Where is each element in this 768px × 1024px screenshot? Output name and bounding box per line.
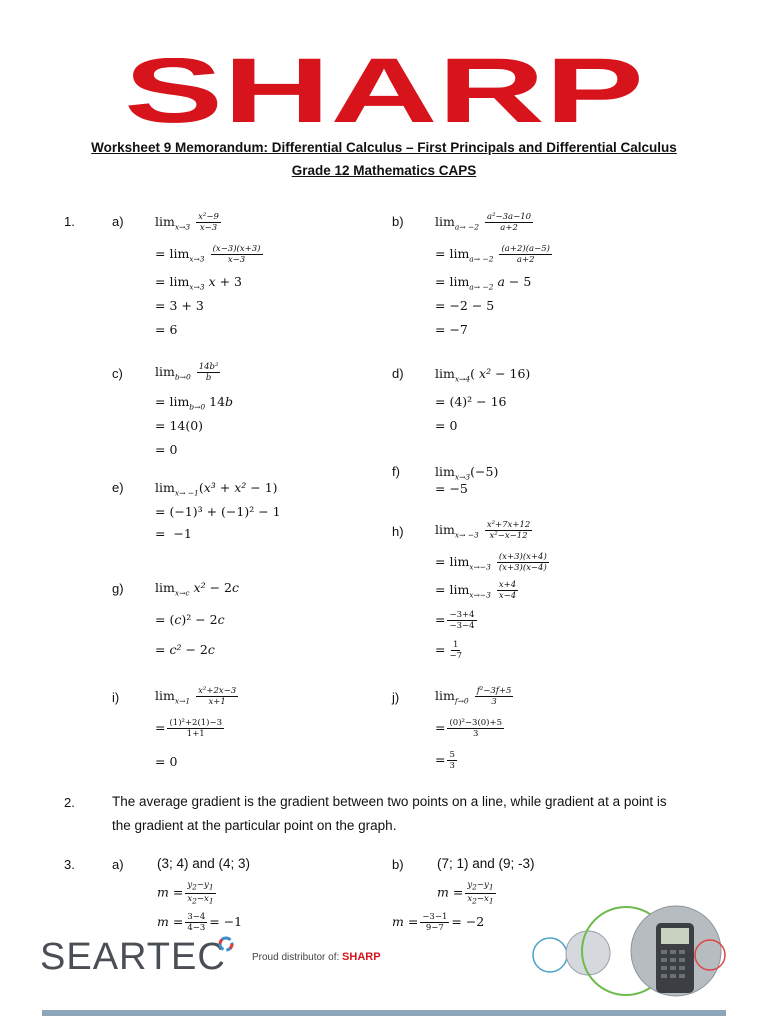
answer-line-1: The average gradient is the gradient between two points on a line, while gradient at a point is xyxy=(112,794,667,809)
math-3b-2: m = $\frac{-3-1}{9-7}$ = −2 xyxy=(392,912,485,933)
math-j-2: = $\frac{\text{(0)²−3(0)+5}}{3}$ xyxy=(435,718,503,739)
seartec-logo: SEARTEC xyxy=(40,936,226,978)
answer-line-2: the gradient at the particular point on the graph. xyxy=(112,818,397,833)
distributor-prefix: Proud distributor of: xyxy=(252,952,340,963)
part-label-h: h) xyxy=(392,524,404,539)
sharp-logo-text: SHARP xyxy=(124,58,644,126)
math-a-1: $\lim_{x\to 3}$ $\frac{\text{x²−9}}{x-3}$ xyxy=(155,212,219,233)
math-i-2: = $\frac{\text{(1)²+2(1)−3}}{1+1}$ xyxy=(155,718,223,739)
math-a-4: = 3 + 3 xyxy=(155,298,204,313)
math-j-3: = $\frac{5}{3}$ xyxy=(435,750,455,771)
page-subtitle: Grade 12 Mathematics CAPS xyxy=(291,163,477,178)
part-label-f: f) xyxy=(392,464,400,479)
math-d-2: = (4)² − 16 xyxy=(435,394,507,409)
math-a-3: = $\lim_{x\to 3} x + 3$ xyxy=(155,274,242,292)
math-g-1: $\lim_{x\to c} x^2 - 2c$ xyxy=(155,580,240,598)
math-c-2: = $\lim_{b\to 0} 14b$ xyxy=(155,394,234,412)
part-label-b: b) xyxy=(392,214,404,229)
seartec-logo-icon xyxy=(218,936,234,952)
math-f-1: $\lim_{x\to 3}(-5)$ xyxy=(435,464,499,482)
math-h-4: = $\frac{-3+4}{-3-4}$ xyxy=(435,610,475,631)
math-3a-1: m = $\frac{y_2-y_1}{x_2-x_1}$ xyxy=(157,880,214,906)
answer-text xyxy=(112,790,712,838)
math-c-4: = 0 xyxy=(155,442,178,457)
math-b-1: $\lim_{a\to -2}$ $\frac{\text{a²−3a−10}}{a+2}$ xyxy=(435,212,532,233)
points-3a: (3; 4) and (4; 3) xyxy=(157,856,251,871)
math-a-5: = 6 xyxy=(155,322,178,337)
math-b-5: = −7 xyxy=(435,322,468,337)
math-d-1: $\lim_{x\to 4}$( x² − 16) xyxy=(435,366,531,384)
math-j-1: $\lim_{f\to 0}$ $\frac{\text{f²−3f+5}}{3}$ xyxy=(435,686,512,707)
part-label-e: e) xyxy=(112,480,124,495)
math-h-3: = $\lim_{x\to-3}$ $\frac{x+4}{x-4}$ xyxy=(435,580,517,601)
math-b-3: = $\lim_{a\to -2} a - 5$ xyxy=(435,274,532,292)
math-c-3: = 14(0) xyxy=(155,418,204,433)
math-b-4: = −2 − 5 xyxy=(435,298,495,313)
result-3b: = −2 xyxy=(451,914,485,929)
page-title: Worksheet 9 Memorandum: Differential Calculus – First Principals and Differential Calculus xyxy=(91,140,677,155)
question-number: 1. xyxy=(64,214,75,229)
math-a-2: = $\lim_{x\to 3}$ $\frac{(x-3)(x+3)}{x-3}$ xyxy=(155,244,261,265)
math-3a-2: m = $\frac{3-4}{4-3}$ = −1 xyxy=(157,912,243,933)
math-g-3: = c² − 2c xyxy=(155,642,215,657)
distributor-text xyxy=(252,951,381,963)
footer-divider xyxy=(42,1010,726,1016)
part-label-3a: a) xyxy=(112,857,124,872)
part-label-d: d) xyxy=(392,366,404,381)
part-label-a: a) xyxy=(112,214,124,229)
math-e-2: = (−1)³ + (−1)² − 1 xyxy=(155,504,281,519)
calculator-graphic xyxy=(528,905,728,1005)
math-c-1: $\lim_{b\to 0}$ $\frac{\text{14b²}}{b}$ xyxy=(155,362,219,383)
math-b-2: = $\lim_{a\to -2}$ $\frac{(a+2)(a-5)}{a+2}$ xyxy=(435,244,550,265)
distributor-brand: SHARP xyxy=(342,951,381,963)
part-label-c: c) xyxy=(112,366,123,381)
question-number: 3. xyxy=(64,857,75,872)
math-h-2: = $\lim_{x\to-3}$ $\frac{(x+3)(x+4)}{(x+3)(x-4)}$ xyxy=(435,552,547,573)
part-label-j: j) xyxy=(392,690,400,705)
part-label-i: i) xyxy=(112,690,120,705)
math-e-1: $\lim_{x\to -1}(x^3 + x^2 - 1)$ xyxy=(155,480,278,498)
math-3b-1: m = $\frac{y_2-y_1}{x_2-x_1}$ xyxy=(437,880,494,906)
question-number: 2. xyxy=(64,795,75,810)
math-e-3: = −1 xyxy=(155,526,192,541)
math-h-5: = $\frac{1}{-7}$ xyxy=(435,640,463,661)
math-h-1: $\lim_{x\to -3}$ $\frac{\text{x²+7x+12}}{\text{x²−x−12}}$ xyxy=(435,520,531,541)
part-label-3b: b) xyxy=(392,857,404,872)
math-g-2: = (c)² − 2c xyxy=(155,612,225,627)
result-3a: = −1 xyxy=(209,914,243,929)
sharp-logo xyxy=(122,58,647,126)
math-i-3: = 0 xyxy=(155,754,178,769)
math-f-2: = −5 xyxy=(435,481,468,496)
math-d-3: = 0 xyxy=(435,418,458,433)
part-label-g: g) xyxy=(112,581,124,596)
points-3b: (7; 1) and (9; -3) xyxy=(437,856,535,871)
math-i-1: $\lim_{x\to 1}$ $\frac{\text{x²+2x−3}}{x+1}$ xyxy=(155,686,237,707)
